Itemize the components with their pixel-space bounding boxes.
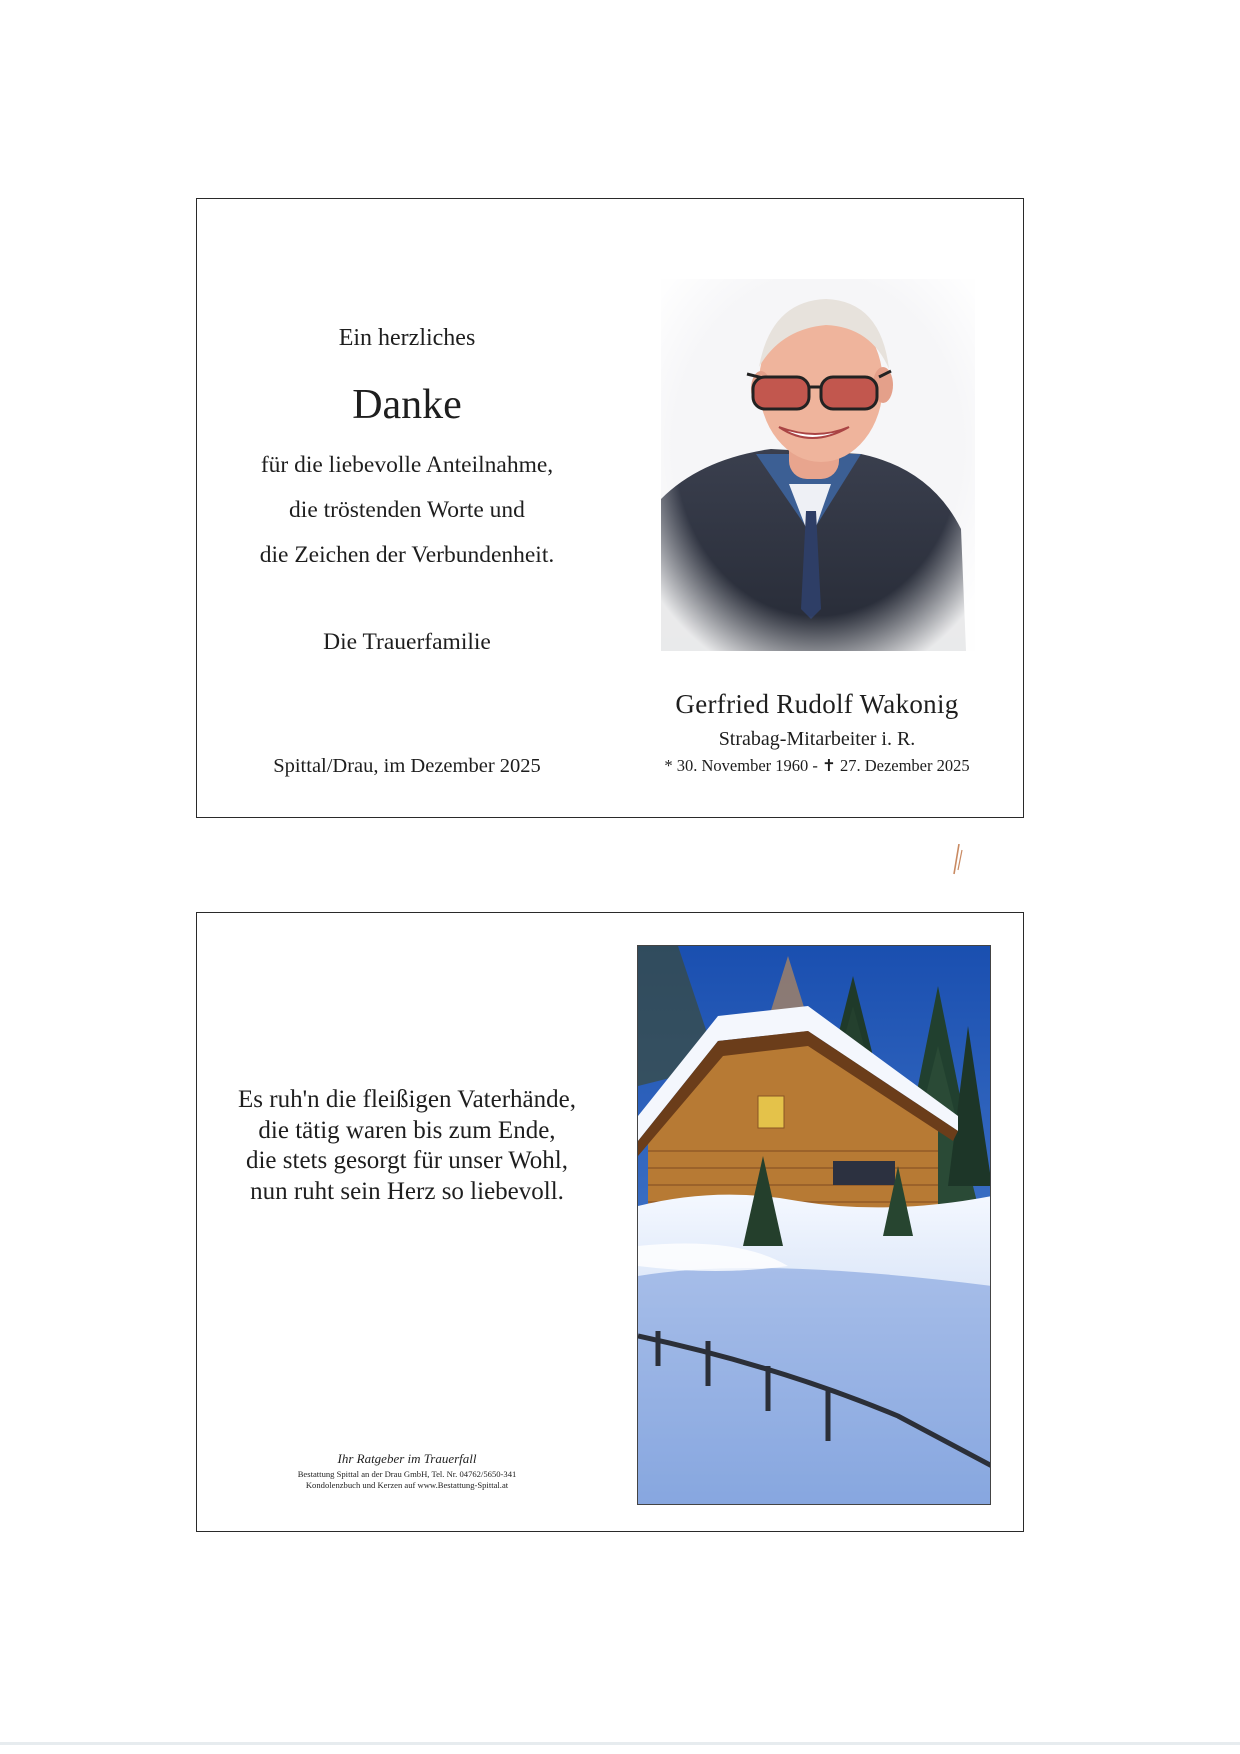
portrait-photo xyxy=(661,279,975,651)
poem-line: die stets gesorgt für unser Wohl, xyxy=(245,1147,569,1174)
thanks-line: die tröstenden Worte und xyxy=(289,497,525,523)
pen-mark xyxy=(950,844,964,876)
thanks-line: die Zeichen der Verbundenheit. xyxy=(259,542,555,568)
deceased-occupation: Strabag-Mitarbeiter i. R. xyxy=(718,728,916,750)
intro-text: Ein herzliches xyxy=(338,325,476,351)
thank-you-card-front xyxy=(196,198,1024,818)
scan-edge xyxy=(0,1742,1240,1745)
winter-chalet-photo xyxy=(637,945,991,1505)
thanks-line: für die liebevolle Anteilnahme, xyxy=(260,452,554,478)
danke-headline: Danke xyxy=(352,382,462,428)
footer-website: Kondolenzbuch und Kerzen auf www.Bestattung-Spittal.at xyxy=(305,1480,509,1490)
place-date: Spittal/Drau, im Dezember 2025 xyxy=(273,755,541,777)
poem-line: Es ruh'n die fleißigen Vaterhände, xyxy=(238,1086,576,1113)
signature-family: Die Trauerfamilie xyxy=(323,629,491,655)
thanks-text xyxy=(217,443,597,578)
life-dates: * 30. November 1960 - ✝ 27. Dezember 2025 xyxy=(664,756,970,775)
poem-line: nun ruht sein Herz so liebevoll. xyxy=(250,1177,564,1205)
poem-line: die tätig waren bis zum Ende, xyxy=(258,1116,556,1144)
memorial-poem xyxy=(217,1085,597,1207)
thank-you-card-back xyxy=(196,912,1024,1532)
funeral-home-footer xyxy=(257,1451,557,1491)
deceased-name: Gerfried Rudolf Wakonig xyxy=(675,689,959,719)
footer-slogan: Ihr Ratgeber im Trauerfall xyxy=(337,1451,477,1466)
footer-contact: Bestattung Spittal an der Drau GmbH, Tel. Nr. 04762/5650-341 xyxy=(297,1469,517,1479)
